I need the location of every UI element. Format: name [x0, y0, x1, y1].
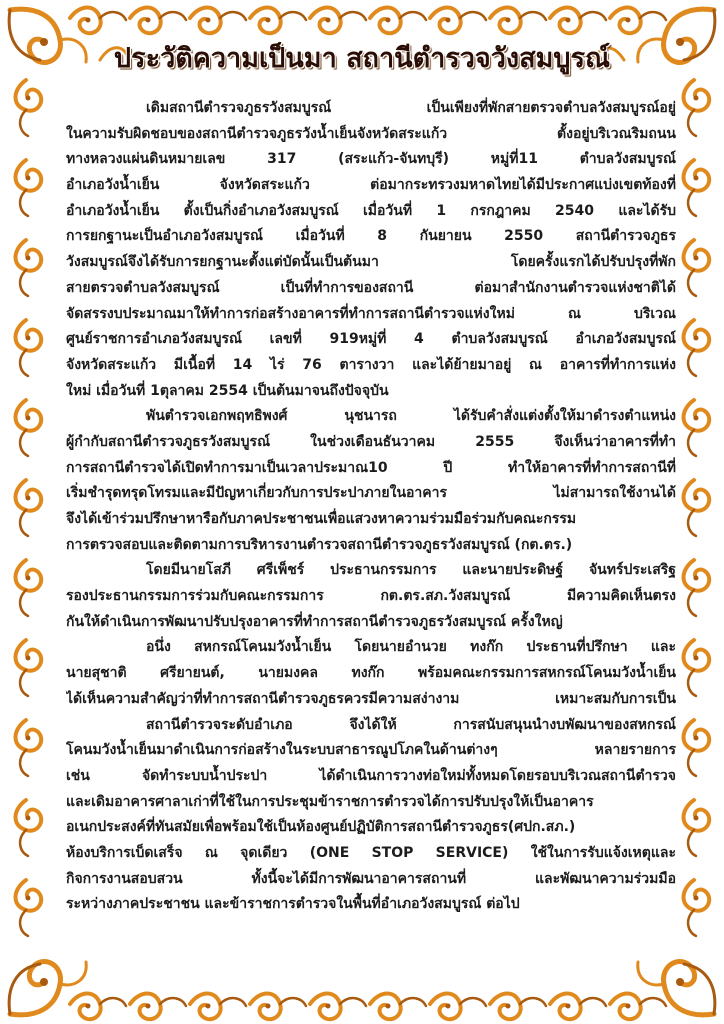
text-line: วังสมบูรณ์จึงได้รับการยกฐานะตั้งแต่บัดนั้นเป็นต้นมา โดยครั้งแรกได้ปรับปรุงที่พัก [66, 254, 676, 271]
text-line: อำเภอวังน้ำเย็น ตั้งเป็นกิ่งอำเภอวังสมบูรณ์ เมื่อวันที่ 1 กรกฎาคม 2540 และได้รับ [66, 202, 676, 219]
paragraph-commander [66, 404, 676, 558]
text-line: สายตรวจตำบลวังสมบูรณ์ เป็นที่ทำการของสถานี ต่อมาสำนักงานตำรวจแห่งชาติได้ [66, 279, 676, 296]
text-line: โดยมีนายโสภี ศรีเพ็ชร์ ประธานกรรมการ และนายประดิษฐ์ จันทร์ประเสริฐ [146, 562, 676, 579]
text-line: ผู้กำกับสถานีตำรวจภูธรวังสมบูรณ์ ในช่วงเดือนธันวาคม 2555 จึงเห็นว่าอาคารที่ทำ [66, 433, 676, 450]
text-line: อเนกประสงค์ที่ทันสมัยเพื่อพร้อมใช้เป็นห้องศูนย์ปฏิบัติการสถานีตำรวจภูธร(ศปก.สภ.) [66, 819, 576, 836]
text-line: อำเภอวังน้ำเย็น จังหวัดสระแก้ว ต่อมากระทรวงมหาดไทยได้มีประกาศแบ่งเขตท้องที่ [66, 177, 676, 194]
paragraph-development [66, 713, 676, 919]
text-line: ห้องบริการเบ็ดเสร็จ ณ จุดเดียว (ONE STOP SERVICE) ใช้ในการรับแจ้งเหตุและ [66, 844, 676, 861]
text-line: สถานีตำรวจระดับอำเภอ จึงได้ให้ การสนับสนุนนำงบพัฒนาของสหกรณ์ [146, 716, 676, 733]
paragraph-founding [66, 96, 676, 404]
text-line: กิจการงานสอบสวน ทั้งนี้จะได้มีการพัฒนาอาคารสถานที่ และพัฒนาความร่วมมือ [66, 870, 676, 887]
text-line: ในความรับผิดชอบของสถานีตำรวจภูธรวังน้ำเย็นจังหวัดสระแก้ว ตั้งอยู่บริเวณริมถนน [66, 125, 676, 142]
text-line: โคนมวังน้ำเย็นมาดำเนินการก่อสร้างในระบบสาธารณูปโภคในด้านต่างๆ หลายรายการ [66, 742, 676, 759]
text-line: นายสุชาติ ศรียายนต์, นายมงคล ทงก๊ก พร้อมคณะกรรมการสหกรณ์โคนมวังน้ำเย็น [66, 665, 676, 682]
text-line: จัดสรรงบประมาณมาให้ทำการก่อสร้างอาคารที่ทำการสถานีตำรวจแห่งใหม่ ณ บริเวณ [66, 305, 676, 322]
text-line: เดิมสถานีตำรวจภูธรวังสมบูรณ์ เป็นเพียงที่พักสายตรวจตำบลวังสมบูรณ์อยู่ [146, 100, 676, 116]
text-line: พันตำรวจเอกพฤทธิพงศ์ นุชนารถ ได้รับคำสั่งแต่งตั้งให้มาดำรงตำแหน่ง [146, 408, 676, 425]
text-line: เช่น จัดทำระบบน้ำประปา ได้ดำเนินการวางท่อใหม่ทั้งหมดโดยรอบบริเวณสถานีตำรวจ [66, 767, 676, 784]
text-line: และเดิมอาคารศาลาเก่าที่ใช้ในการประชุมข้าราชการตำรวจได้การปรับปรุงให้เป็นอาคาร [66, 793, 594, 810]
page-title: ประวัติความเป็นมา สถานีตำรวจวังสมบูรณ์ [113, 43, 611, 74]
text-line: ระหว่างภาคประชาชน และข้าราชการตำรวจในพื้นที่อำเภอวังสมบูรณ์ ต่อไป [66, 896, 520, 913]
paragraph-committee [66, 558, 676, 635]
text-line: รองประธานกรรมการร่วมกับคณะกรรมการ กต.ตร.สภ.วังสมบูรณ์ มีความคิดเห็นตรง [66, 588, 676, 605]
text-line: ศูนย์ราชการอำเภอวังสมบูรณ์ เลขที่ 919หมู่ที่ 4 ตำบลวังสมบูรณ์ อำเภอวังสมบูรณ์ [66, 331, 676, 348]
text-line: ใหม่ เมื่อวันที่ 1ตุลาคม 2554 เป็นต้นมาจนถึงปัจจุบัน [66, 382, 389, 399]
text-line: ได้เห็นความสำคัญว่าที่ทำการสถานีตำรวจภูธรควรมีความสง่างาม เหมาะสมกับการเป็น [66, 690, 676, 707]
text-line: การตรวจสอบและติดตามการบริหารงานตำรวจสถานีตำรวจภูธรวังสมบูรณ์ (กต.ตร.) [66, 536, 573, 553]
text-line: ทางหลวงแผ่นดินหมายเลข 317 (สระแก้ว-จันทบุรี) หมู่ที่11 ตำบลวังสมบูรณ์ [66, 151, 676, 168]
text-line: กันให้ดำเนินการพัฒนาปรับปรุงอาคารที่ทำการสถานีตำรวจภูธรวังสมบูรณ์ ครั้งใหญ่ [66, 613, 563, 630]
paragraph-cooperative [66, 635, 676, 712]
text-line: การยกฐานะเป็นอำเภอวังสมบูรณ์ เมื่อวันที่ 8 กันยายน 2550 สถานีตำรวจภูธร [66, 228, 676, 245]
text-line: จังหวัดสระแก้ว มีเนื้อที่ 14 ไร่ 76 ตารางวา และได้ย้ายมาอยู่ ณ อาคารที่ทำการแห่ง [66, 356, 676, 373]
history-body [66, 96, 676, 918]
text-line: เริ่มชำรุดทรุดโทรมและมีปัญหาเกี่ยวกับการประปาภายในอาคาร ไม่สามารถใช้งานได้ [66, 485, 676, 502]
text-line: จึงได้เข้าร่วมปรึกษาหารือกับภาคประชาชนเพื่อแสวงหาความร่วมมือร่วมกับคณะกรรม [66, 511, 577, 527]
text-line: อนึ่ง สหกรณ์โคนมวังน้ำเย็น โดยนายอำนวย ทงก๊ก ประธานที่ปรึกษา และ [146, 639, 676, 656]
text-line: การสถานีตำรวจได้เปิดทำการมาเป็นเวลาประมาณ10 ปี ทำให้อาคารที่ทำการสถานีที่ [66, 459, 676, 476]
